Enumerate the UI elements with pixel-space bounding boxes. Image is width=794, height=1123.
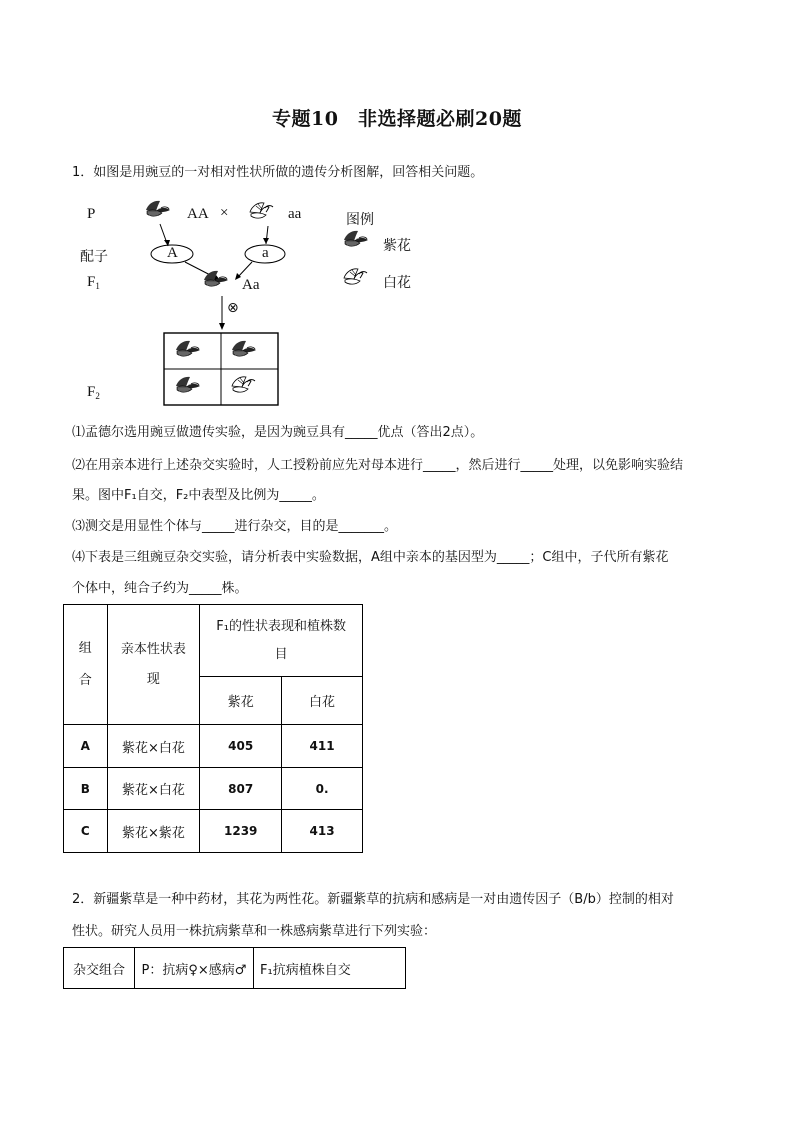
gamete-b-text: a — [262, 245, 269, 261]
legend-purple-label: 紫花 — [383, 238, 411, 254]
q1-sub1: ⑴孟德尔选用豌豆做遗传实验，是因为豌豆具有_____优点（答出2点）。 — [72, 425, 484, 440]
q2-table — [63, 947, 406, 989]
gamete-label: 配子 — [80, 249, 108, 265]
q1-sub2-line1: ⑵在用亲本进行上述杂交实验时，人工授粉前应先对母本进行_____，然后进行_____处理，以免影响实验结 — [72, 458, 684, 473]
gamete-a-text: A — [167, 245, 178, 261]
table-header-row — [64, 605, 363, 677]
purple-flower-icon — [176, 377, 200, 392]
header-parent: 亲本性状表现 — [107, 605, 200, 725]
table-row: C 紫花×紫花 1239 413 — [64, 810, 363, 853]
white-flower-icon — [232, 377, 255, 392]
diagram-graphics — [80, 196, 440, 406]
selfing-symbol: ⊗ — [227, 300, 239, 316]
table-row: 杂交组合 P：抗病♀×感病♂ F₁抗病植株自交 — [64, 948, 406, 989]
q1-sub4-line1: ⑷下表是三组豌豆杂交实验，请分析表中实验数据，A组中亲本的基因型为_____；C组中，子代所有紫花 — [72, 550, 669, 565]
q1-sub3: ⑶测交是用显性个体与_____进行杂交，目的是_______。 — [72, 519, 398, 534]
legend-title: 图例 — [346, 212, 374, 228]
genetics-diagram — [80, 196, 440, 406]
f2-label: $F_2$ — [87, 384, 100, 401]
q1-stem: 1．如图是用豌豆的一对相对性状所做的遗传分析图解，回答相关问题。 — [72, 165, 484, 180]
white-flower-icon — [250, 203, 273, 218]
purple-flower-icon — [176, 341, 200, 356]
page-title: 专题10 非选择题必刷20题 — [272, 108, 522, 130]
header-f1: F₁的性状表现和植株数目 — [200, 605, 363, 677]
table-row: B 紫花×白花 807 0. — [64, 768, 363, 810]
q2-line1: 2．新疆紫草是一种中药材，其花为两性花。新疆紫草的抗病和感病是一对由遗传因子（B/b）控制的相对 — [72, 892, 674, 907]
legend-white-flower-icon — [344, 269, 367, 284]
table-row: A 紫花×白花 405 411 — [64, 725, 363, 768]
q1-sub2-line2: 果。图中F₁自交，F₂中表型及比例为_____。 — [72, 488, 325, 503]
cross-symbol: × — [220, 205, 229, 221]
header-group: 组合 — [64, 605, 108, 725]
parent-a-genotype: AA — [187, 206, 209, 222]
legend-white-label: 白花 — [383, 275, 411, 291]
p-label: P — [87, 206, 96, 222]
header-white: 白花 — [282, 677, 363, 725]
legend-purple-flower-icon — [344, 231, 368, 246]
f1-label: $F_1$ — [87, 274, 100, 291]
parent-b-genotype: aa — [288, 206, 302, 222]
q2-line2: 性状。研究人员用一株抗病紫草和一株感病紫草进行下列实验： — [72, 924, 437, 939]
header-purple: 紫花 — [200, 677, 282, 725]
q1-sub4-line2: 个体中，纯合子约为_____株。 — [72, 581, 248, 596]
f1-genotype: Aa — [242, 277, 260, 293]
cross-results-table — [63, 604, 363, 853]
purple-flower-icon — [232, 341, 256, 356]
purple-flower-icon — [146, 201, 170, 216]
